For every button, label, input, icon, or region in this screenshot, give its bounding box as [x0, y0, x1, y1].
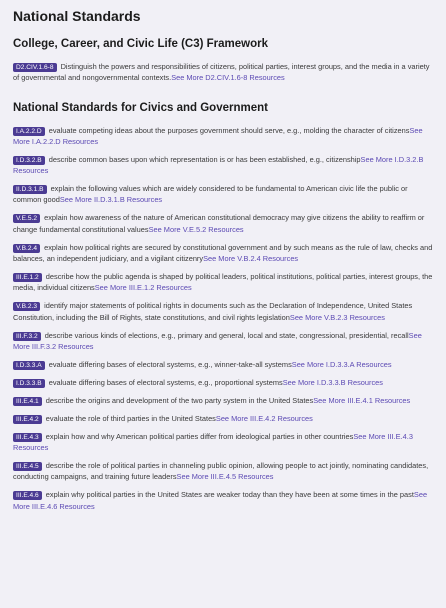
standard-code-badge: III.E.4.5 [13, 462, 42, 471]
see-more-resources-link[interactable]: See More III.E.4.6 Resources [13, 490, 428, 511]
standard-entry [13, 61, 437, 84]
see-more-resources-link[interactable]: See More III.F.3.2 Resources [13, 330, 422, 351]
standard-description: evaluate differing bases of electoral systems, e.g., proportional systems [48, 377, 283, 387]
standard-description: explain why political parties in the United States are weaker today than they have been at some times in the past [45, 490, 414, 500]
see-more-resources-link[interactable]: See More V.B.2.4 Resources [203, 254, 299, 264]
standard-entry [13, 271, 437, 294]
c3-section [13, 37, 437, 84]
standard-code-badge: II.D.3.1.B [13, 185, 47, 194]
see-more-resources-link[interactable]: See More II.D.3.1.B Resources [59, 195, 163, 205]
see-more-resources-link[interactable]: See More V.B.2.3 Resources [289, 312, 385, 322]
standard-code-badge: III.F.3.2 [13, 332, 41, 341]
standard-code-badge: I.D.3.2.B [13, 156, 45, 165]
standard-code-badge: III.E.4.2 [13, 415, 42, 424]
standard-code-badge: III.E.1.2 [13, 273, 42, 282]
see-more-resources-link[interactable]: See More D2.CIV.1.6-8 Resources [171, 73, 285, 83]
standard-code-badge: V.E.5.2 [13, 214, 40, 223]
see-more-resources-link[interactable]: See More III.E.4.2 Resources [215, 413, 313, 423]
standard-description: explain how awareness of the nature of American constitutional democracy may give citizens the ability to reaffirm or change fundamental constitutional values [13, 213, 425, 234]
standard-entry [13, 242, 437, 265]
standard-description: Distinguish the powers and responsibilities of citizens, political parties, interest groups, and the media in a variety of governmental and nongovernmental contexts. [13, 62, 430, 83]
standard-description: explain how and why American political parties differ from ideological parties in other countries [45, 431, 354, 441]
see-more-resources-link[interactable]: See More I.D.3.2.B Resources [13, 154, 424, 176]
standard-code-badge: III.E.4.6 [13, 491, 42, 500]
standard-description: describe the origins and development of the two party system in the United States [45, 395, 314, 405]
standard-code-badge: III.E.4.3 [13, 433, 42, 442]
standard-entry [13, 431, 437, 454]
see-more-resources-link[interactable]: See More III.E.4.5 Resources [176, 472, 274, 482]
civics-heading: National Standards for Civics and Government [13, 101, 268, 114]
standard-entry [13, 460, 437, 483]
standard-description: describe common bases upon which representation is or has been established, e.g., citizenship [48, 154, 361, 164]
standard-code-badge: I.D.3.3.B [13, 379, 45, 388]
civics-section [13, 101, 437, 512]
standard-description: describe how the public agenda is shaped by political leaders, political institutions, political parties, interest groups, the media, individual citizens [13, 272, 433, 293]
standard-description: evaluate the role of third parties in the United States [45, 413, 216, 423]
see-more-resources-link[interactable]: See More III.E.4.1 Resources [313, 395, 411, 405]
page-title: National Standards [13, 8, 141, 24]
standard-entry [13, 300, 437, 323]
standard-entry [13, 212, 437, 235]
standard-entry [13, 359, 437, 370]
standard-code-badge: I.A.2.2.D [13, 127, 45, 136]
standard-entry [13, 183, 437, 206]
see-more-resources-link[interactable]: See More V.E.5.2 Resources [148, 224, 244, 234]
see-more-resources-link[interactable]: See More I.D.3.3.A Resources [291, 359, 392, 369]
standard-description: evaluate differing bases of electoral systems, e.g., winner-take-all systems [48, 359, 292, 369]
standard-description: explain the following values which are widely considered to be fundamental to American civic life the public or common good [13, 184, 408, 205]
see-more-resources-link[interactable]: See More I.D.3.3.B Resources [282, 377, 383, 387]
standard-code-badge: V.B.2.4 [13, 244, 40, 253]
c3-list [13, 61, 437, 84]
standard-description: evaluate competing ideas about the purposes government should serve, e.g., molding the character of citizens [48, 125, 410, 135]
standard-description: identify major statements of political rights in documents such as the Declaration of Independence, United States Constitution, including the Bill of Rights, state constitutions, and civil rights legislation [13, 301, 413, 322]
standard-entry [13, 377, 437, 388]
see-more-resources-link[interactable]: See More I.A.2.2.D Resources [13, 125, 423, 146]
standard-entry [13, 154, 437, 177]
c3-heading: College, Career, and Civic Life (C3) Framework [13, 38, 268, 50]
standard-entry [13, 125, 437, 148]
standard-code-badge: III.E.4.1 [13, 397, 42, 406]
see-more-resources-link[interactable]: See More III.E.1.2 Resources [94, 283, 192, 293]
standard-description: explain how political rights are secured by constitutional government and by such means as the rule of law, checks and balances, an independent judiciary, and a vigilant citizenry [13, 242, 433, 264]
civics-list [13, 125, 437, 512]
standard-code-badge: V.B.2.3 [13, 302, 40, 311]
standard-description: describe various kinds of elections, e.g., primary and general, local and state, congressional, presidential, recall [44, 330, 409, 340]
standard-code-badge: I.D.3.3.A [13, 361, 45, 370]
standard-entry [13, 330, 437, 353]
see-more-resources-link[interactable]: See More III.E.4.3 Resources [13, 431, 413, 453]
standard-description: describe the role of political parties in channeling public opinion, allowing people to act jointly, nominating candidates, conducting campaigns, and training future leaders [13, 461, 429, 482]
standard-entry [13, 489, 437, 512]
standard-entry [13, 395, 437, 406]
standard-entry [13, 413, 437, 424]
standard-code-badge: D2.CIV.1.6-8 [13, 63, 57, 72]
